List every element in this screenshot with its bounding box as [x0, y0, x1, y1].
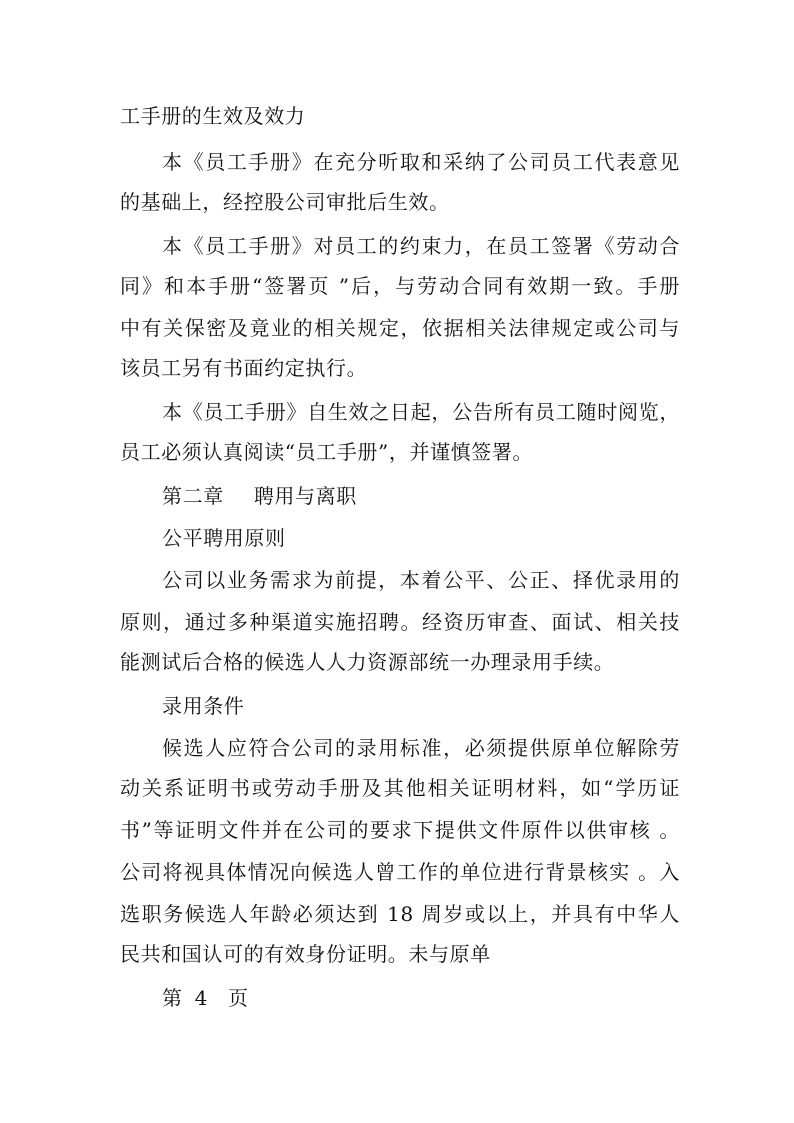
paragraph-line: 能测试后合格的候选人人力资源部统一办理录用手续。: [120, 650, 615, 674]
paragraph-line: 公司将视具体情况向候选人曾工作的单位进行背景核实 。入: [120, 860, 680, 884]
paragraph-line: 本《员工手册》在充分听取和采纳了公司员工代表意见: [162, 150, 680, 174]
paragraph-line: 选职务候选人年龄必须达到 18 周岁或以上，并具有中华人: [120, 902, 680, 926]
paragraph-line: 的基础上，经控股公司审批后生效。: [120, 190, 450, 214]
paragraph-line: 动关系证明书或劳动手册及其他相关证明材料，如“学历证: [120, 776, 680, 800]
paragraph-line: 原则，通过多种渠道实施招聘。经资历审查、面试、相关技: [120, 610, 680, 634]
page-label-suffix: 页: [227, 986, 249, 1010]
page-number: 4: [194, 986, 208, 1010]
paragraph-line: 该员工另有书面约定执行。: [120, 356, 368, 380]
paragraph-line: 同》和本手册“签署页 ”后，与劳动合同有效期一致。手册: [120, 274, 680, 298]
paragraph-line: 书”等证明文件并在公司的要求下提供文件原件以供审核 。: [120, 818, 680, 842]
page-footer: [162, 986, 680, 1010]
paragraph-line: 候选人应符合公司的录用标准，必须提供原单位解除劳: [162, 736, 680, 760]
paragraph-line: 中有关保密及竟业的相关规定，依据相关法律规定或公司与: [120, 316, 680, 340]
page-label-prefix: 第: [162, 986, 183, 1010]
section-heading: 录用条件: [162, 694, 245, 718]
chapter-heading: [162, 484, 680, 508]
paragraph-line: 本《员工手册》对员工的约束力，在员工签署《劳动合: [162, 234, 680, 258]
paragraph-line: 本《员工手册》自生效之日起，公告所有员工随时阅览，: [162, 400, 680, 424]
paragraph-line: 民共和国认可的有效身份证明。未与原单: [120, 942, 491, 966]
chapter-number: 第二章: [162, 484, 224, 508]
paragraph-line: 公司以业务需求为前提，本着公平、公正、择优录用的: [162, 568, 680, 592]
chapter-title: 聘用与离职: [253, 484, 357, 508]
paragraph-line: 员工必须认真阅读“员工手册”，并谨慎签署。: [120, 440, 534, 464]
section-heading: 公平聘用原则: [162, 526, 286, 550]
section-heading: 工手册的生效及效力: [120, 104, 306, 128]
